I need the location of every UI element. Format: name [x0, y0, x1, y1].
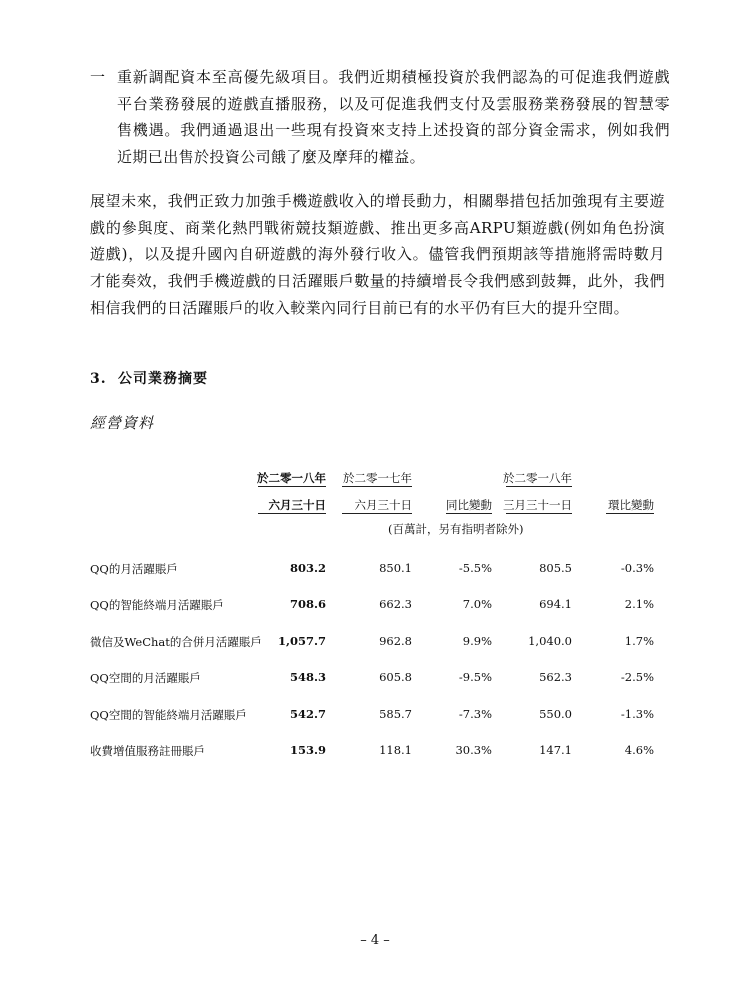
- bullet-text: 重新調配資本至高優先級項目。我們近期積極投資於我們認為的可促進我們遊戲平台業務發展的遊戲直播服務，以及可促進我們支付及雲服務業務發展的智慧零售機遇。我們通過退出一些現有投資來支持上述投資的部分資金需求，例如我們近期已出售於投資公司餓了麼及摩拜的權益。: [117, 68, 670, 166]
- value-qoq: 4.6%: [624, 743, 654, 757]
- value-2018-mar: 694.1: [539, 597, 572, 611]
- value-yoy: 30.3%: [455, 743, 492, 757]
- value-2018-mar: 147.1: [539, 743, 572, 757]
- bullet-dash: 一: [90, 68, 106, 86]
- header-underline: [258, 513, 326, 514]
- header-underline: [446, 513, 492, 514]
- value-qoq: -2.5%: [620, 670, 654, 684]
- row-label: 微信及WeChat的合併月活躍賬戶: [90, 635, 262, 649]
- value-2018-jun: 708.6: [289, 597, 326, 611]
- value-2017-jun: 662.3: [379, 597, 412, 611]
- value-yoy: 9.9%: [462, 634, 492, 648]
- value-2018-mar: 562.3: [539, 670, 572, 684]
- header-col3: 同比變動: [446, 498, 492, 512]
- row-label: QQ的月活躍賬戶: [90, 562, 178, 576]
- table-row: [0, 707, 750, 727]
- header-col2-line2: 六月三十日: [354, 498, 412, 512]
- row-label: QQ空間的月活躍賬戶: [90, 671, 201, 685]
- value-2017-jun: 118.1: [379, 743, 412, 757]
- value-yoy: -7.3%: [458, 707, 492, 721]
- header-underline: [606, 513, 654, 514]
- row-label: QQ的智能終端月活躍賬戶: [90, 598, 224, 612]
- section-title: 公司業務摘要: [118, 371, 208, 387]
- value-2018-mar: 550.0: [539, 707, 572, 721]
- header-col5: 環比變動: [608, 498, 654, 512]
- value-2018-mar: 805.5: [539, 561, 572, 575]
- value-2018-jun: 153.9: [289, 743, 326, 757]
- value-2018-jun: 1,057.7: [277, 634, 326, 648]
- header-col1-line2: 六月三十日: [268, 498, 326, 512]
- value-qoq: -1.3%: [620, 707, 654, 721]
- header-col4-line1: 於二零一八年: [503, 471, 572, 485]
- table-row: [0, 561, 750, 581]
- value-2017-jun: 962.8: [379, 634, 412, 648]
- subheading: 經營資料: [90, 414, 155, 432]
- table-row: [0, 743, 750, 763]
- header-col4-line2: 三月三十一日: [503, 498, 572, 512]
- value-2018-mar: 1,040.0: [528, 634, 572, 648]
- header-underline: [506, 513, 572, 514]
- value-yoy: 7.0%: [462, 597, 492, 611]
- table-row: [0, 634, 750, 654]
- value-2017-jun: 850.1: [379, 561, 412, 575]
- header-underline: [258, 486, 326, 487]
- value-qoq: 1.7%: [624, 634, 654, 648]
- value-qoq: -0.3%: [620, 561, 654, 575]
- row-label: QQ空間的智能終端月活躍賬戶: [90, 708, 247, 722]
- header-col1-line1: 於二零一八年: [257, 471, 326, 485]
- header-unit-note: (百萬計，另有指明者除外): [388, 522, 524, 536]
- table-row: [0, 670, 750, 690]
- bullet-item: [90, 64, 670, 170]
- value-yoy: -9.5%: [458, 670, 492, 684]
- header-underline: [506, 486, 572, 487]
- value-yoy: -5.5%: [458, 561, 492, 575]
- table-row: [0, 597, 750, 617]
- section-heading: [90, 368, 208, 388]
- value-2017-jun: 605.8: [379, 670, 412, 684]
- value-2018-jun: 803.2: [289, 561, 326, 575]
- row-label: 收費增值服務註冊賬戶: [90, 744, 205, 758]
- page-number: – 4 –: [360, 933, 390, 948]
- outlook-paragraph: 展望未來，我們正致力加強手機遊戲收入的增長動力，相關舉措包括加強現有主要遊戲的參與度、商業化熱門戰術競技類遊戲、推出更多高ARPU類遊戲(例如角色扮演遊戲)，以及提升國內自研遊戲的海外發行收入。儘管我們預期該等措施將需時數月才能奏效，我們手機遊戲的日活躍賬戶數量的持續增長令我們感到鼓舞，此外，我們相信我們的日活躍賬戶的收入較業內同行目前已有的水平仍有巨大的提升空間。: [90, 192, 665, 317]
- header-col2-line1: 於二零一七年: [343, 471, 412, 485]
- header-underline: [342, 513, 412, 514]
- value-2017-jun: 585.7: [379, 707, 412, 721]
- value-2018-jun: 542.7: [289, 707, 326, 721]
- header-underline: [342, 486, 412, 487]
- value-qoq: 2.1%: [624, 597, 654, 611]
- section-number: 3.: [90, 371, 107, 387]
- value-2018-jun: 548.3: [289, 670, 326, 684]
